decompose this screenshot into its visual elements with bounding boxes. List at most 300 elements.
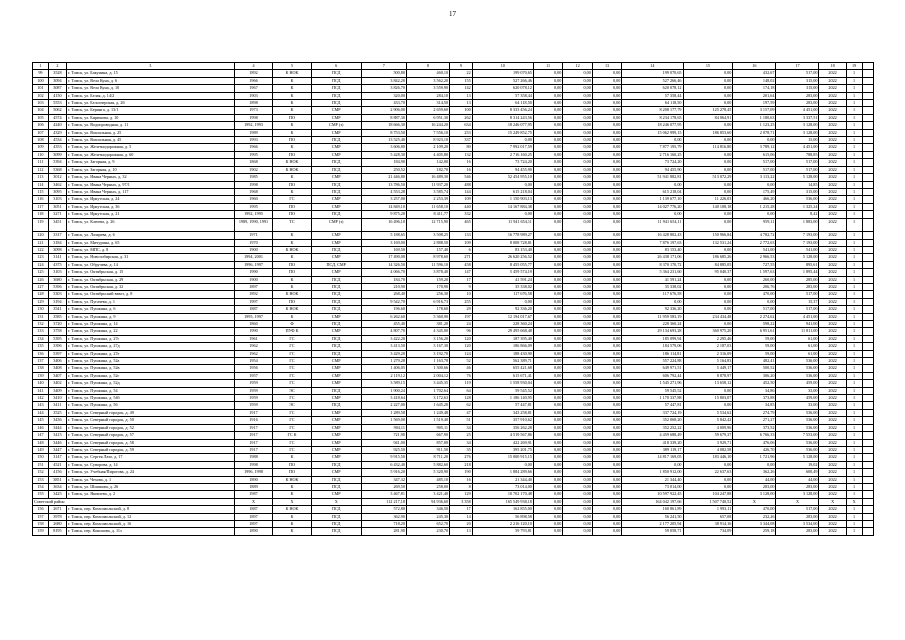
- table-cell: 83 153,40: [622, 246, 683, 253]
- table-cell: 59 793,81: [472, 528, 533, 535]
- table-cell: X: [776, 498, 819, 505]
- table-cell: 59,00: [733, 343, 776, 350]
- table-cell: г. Томск, ул. Октябрьский взвоз, д. 8: [66, 291, 234, 298]
- table-cell: 0,00: [592, 513, 621, 520]
- table-cell: ГС: [273, 358, 312, 365]
- table-cell: 5 882,60: [406, 461, 449, 468]
- table-cell: 1 993,11: [683, 506, 733, 513]
- table-row: [33, 350, 874, 357]
- table-cell: [862, 107, 873, 114]
- table-cell: 0,00: [533, 328, 562, 335]
- table-cell: 152: [33, 469, 49, 476]
- table-cell: 57 447,81: [472, 402, 533, 409]
- table-cell: 115: [33, 188, 49, 195]
- table-cell: 0,00: [683, 276, 733, 283]
- table-cell: 162 855,00: [472, 506, 533, 513]
- table-cell: 734,09: [683, 528, 733, 535]
- table-cell: 0,00: [592, 77, 621, 84]
- table-cell: 0,00: [563, 291, 592, 298]
- table-cell: 174,18: [733, 85, 776, 92]
- table-cell: 3 585,74: [406, 188, 449, 195]
- table-cell: 146: [33, 424, 49, 431]
- table-cell: 104: [33, 107, 49, 114]
- table-cell: 62: [450, 402, 473, 409]
- table-cell: К: [273, 520, 312, 527]
- table-cell: 73 724,20: [622, 159, 683, 166]
- table-cell: 536,00: [776, 365, 819, 372]
- table-cell: К НОК: [273, 166, 312, 173]
- table-cell: 1 215,28: [733, 203, 776, 210]
- table-cell: 0,00: [563, 417, 592, 424]
- table-cell: 727,55: [733, 261, 776, 268]
- table-cell: ПСД: [311, 85, 361, 92]
- table-cell: ПСД: [311, 350, 361, 357]
- table-cell: 0,00: [533, 491, 562, 498]
- table-cell: 6 766,33: [733, 432, 776, 439]
- table-cell: 572,80: [361, 506, 406, 513]
- table-cell: 274,79: [733, 409, 776, 416]
- table-cell: 13: [450, 528, 473, 535]
- table-cell: 3 128,00: [776, 122, 819, 129]
- table-cell: 5303: [48, 291, 66, 298]
- table-cell: 0,00: [563, 159, 592, 166]
- table-cell: 3194: [48, 298, 66, 305]
- table-cell: 2671: [48, 506, 66, 513]
- table-cell: 18 246 077,95: [472, 122, 533, 129]
- table-cell: 1: [846, 269, 862, 276]
- table-cell: 0,00: [592, 343, 621, 350]
- table-cell: 1997: [234, 298, 273, 305]
- table-cell: 186 685,26: [683, 254, 733, 261]
- table-cell: 96: [450, 328, 473, 335]
- table-cell: 59 058,71: [622, 528, 683, 535]
- table-cell: 2022: [819, 92, 846, 99]
- table-cell: 1: [846, 211, 862, 218]
- table-cell: 4 451,00: [776, 107, 819, 114]
- table-cell: СМР: [311, 174, 361, 181]
- table-cell: 615,06: [733, 151, 776, 158]
- table-cell: 1 645,20: [406, 402, 449, 409]
- table-cell: 5395: [48, 335, 66, 342]
- table-cell: 3147: [48, 454, 66, 461]
- table-cell: 0,00: [683, 166, 733, 173]
- table-cell: 460,10: [406, 70, 449, 77]
- table-cell: 0,00: [563, 461, 592, 468]
- table-cell: 8 314 243,56: [472, 114, 533, 121]
- table-cell: 0,00: [533, 114, 562, 121]
- table-cell: 2022: [819, 269, 846, 276]
- table-cell: 283,00: [776, 100, 819, 107]
- table-cell: 721,90: [361, 432, 406, 439]
- table-cell: 1: [846, 446, 862, 453]
- table-cell: 3447: [48, 446, 66, 453]
- table-cell: 3720: [48, 321, 66, 328]
- table-cell: 1868: [234, 159, 273, 166]
- table-cell: 5368: [48, 166, 66, 173]
- table-cell: 0,00: [592, 151, 621, 158]
- table-cell: 34,86: [733, 387, 776, 394]
- table-cell: 0,00: [592, 424, 621, 431]
- table-cell: 1959: [234, 402, 273, 409]
- table-cell: 15 000 915,15: [472, 454, 533, 461]
- table-cell: 3634: [48, 483, 66, 490]
- table-cell: [862, 372, 873, 379]
- table-cell: [862, 358, 873, 365]
- table-cell: г. Томск, ул. Пушкина, д. 56: [66, 402, 234, 409]
- table-cell: СМР: [311, 409, 361, 416]
- table-cell: г. Томск, ул. Вокзальная, д. 45: [66, 137, 234, 144]
- table-cell: 1889: [234, 483, 273, 490]
- table-cell: 3 113,22: [733, 174, 776, 181]
- table-cell: 258,00: [406, 483, 449, 490]
- table-cell: 332: [450, 211, 473, 218]
- table-cell: 24: [450, 321, 473, 328]
- table-cell: 29 134 693,28: [622, 328, 683, 335]
- page-number: 17: [449, 10, 456, 18]
- table-cell: 138: [33, 365, 49, 372]
- table-row: [33, 181, 874, 188]
- table-cell: 0,00: [533, 239, 562, 246]
- table-cell: 2022: [819, 218, 846, 232]
- table-cell: 116: [33, 196, 49, 203]
- table-cell: 190: [450, 469, 473, 476]
- table-cell: К НОК: [273, 476, 312, 483]
- table-row: [33, 424, 874, 431]
- table-cell: 904,11: [361, 424, 406, 431]
- table-cell: 57 447,81: [622, 402, 683, 409]
- table-cell: 16: [733, 63, 776, 70]
- table-cell: 4574: [48, 114, 66, 121]
- table-cell: СМР: [311, 424, 361, 431]
- table-cell: 2022: [819, 513, 846, 520]
- table-cell: 3 156,20: [406, 335, 449, 342]
- table-cell: [862, 92, 873, 99]
- table-cell: 1 279,28: [361, 358, 406, 365]
- table-cell: [862, 85, 873, 92]
- table-row: [33, 365, 874, 372]
- table-cell: 92 336,20: [472, 306, 533, 313]
- table-cell: 941,00: [776, 321, 819, 328]
- table-cell: 121: [33, 239, 49, 246]
- table-cell: 2022: [819, 291, 846, 298]
- table-cell: 127: [33, 283, 49, 290]
- table-cell: 1957: [234, 372, 273, 379]
- table-cell: 0,00: [592, 402, 621, 409]
- table-cell: 0,00: [533, 196, 562, 203]
- table-cell: 459,00: [776, 380, 819, 387]
- table-cell: 1902: [234, 166, 273, 173]
- table-cell: 2022: [819, 446, 846, 453]
- table-cell: 84 064,91: [683, 114, 733, 121]
- table-cell: 1: [846, 122, 862, 129]
- table-cell: ПО: [273, 469, 312, 476]
- table-cell: ПУФ К: [273, 328, 312, 335]
- table-row: [33, 77, 874, 84]
- table-cell: г. Томск, ул. Северный городок, д. 59: [66, 446, 234, 453]
- table-cell: 155: [33, 491, 49, 498]
- table-cell: 3141: [48, 254, 66, 261]
- table-row: [33, 137, 874, 144]
- table-cell: 145: [33, 417, 49, 424]
- table-cell: 0,00: [533, 528, 562, 535]
- table-cell: 0,00: [472, 211, 533, 218]
- table-cell: 141: [33, 387, 49, 394]
- table-cell: 184 579,06: [622, 343, 683, 350]
- data-table: [32, 62, 874, 536]
- table-cell: 470,00: [733, 291, 776, 298]
- table-cell: 615 218,04: [472, 188, 533, 195]
- table-cell: 536,00: [776, 439, 819, 446]
- table-cell: 34: [450, 439, 473, 446]
- table-cell: 0,00: [683, 306, 733, 313]
- table-cell: 283,00: [776, 483, 819, 490]
- table-cell: г. Томск, ул. Ивана Черных, д. 117: [66, 188, 234, 195]
- table-cell: 139: [33, 372, 49, 379]
- table-cell: СМР: [311, 107, 361, 114]
- table-cell: 0,00: [563, 196, 592, 203]
- table-cell: 35: [450, 446, 473, 453]
- table-cell: 0,00: [563, 498, 592, 505]
- table-cell: 500,80: [361, 70, 406, 77]
- table-cell: 7 876 197,63: [622, 239, 683, 246]
- table-cell: К: [273, 107, 312, 114]
- table-cell: 0,00: [533, 151, 562, 158]
- table-cell: ПО: [273, 114, 312, 121]
- table-cell: 1989: [234, 129, 273, 136]
- table-cell: 114 816,80: [683, 144, 733, 151]
- header-row: [33, 63, 874, 70]
- table-cell: [862, 335, 873, 342]
- table-cell: 11 941 654,11: [622, 218, 683, 232]
- table-cell: СМР (з): [311, 122, 361, 129]
- table-cell: 1962: [234, 343, 273, 350]
- table-cell: 133: [450, 232, 473, 239]
- table-cell: 1860: [234, 321, 273, 328]
- table-cell: 3 534,00: [776, 520, 819, 527]
- table-cell: 1 186 140,95: [472, 395, 533, 402]
- table-cell: г. Томск, ул. Новосибирская, д. 31: [66, 254, 234, 261]
- table-cell: 1: [846, 276, 862, 283]
- table-cell: 122: [33, 246, 49, 253]
- table-cell: 124: [450, 350, 473, 357]
- table-cell: 541,00: [776, 246, 819, 253]
- table-cell: 2022: [819, 528, 846, 535]
- table-cell: г. Томск, ул. Беринга, д. 13/1: [66, 107, 234, 114]
- table-cell: 2022: [819, 328, 846, 335]
- table-cell: 0,00: [592, 174, 621, 181]
- table-cell: 5 164,83: [683, 358, 733, 365]
- table-cell: 465: [450, 218, 473, 232]
- table-cell: 0,00: [563, 203, 592, 210]
- table-cell: 320,00: [361, 92, 406, 99]
- table-cell: 1: [846, 343, 862, 350]
- table-cell: 1 163,78: [406, 358, 449, 365]
- table-cell: 0,00: [563, 181, 592, 188]
- table-cell: 0,00: [592, 313, 621, 320]
- table-cell: 17: [450, 276, 473, 283]
- table-cell: 111: [33, 159, 49, 166]
- table-cell: 1: [846, 439, 862, 446]
- table-cell: ГС: [273, 343, 312, 350]
- table-cell: 61,00: [776, 350, 819, 357]
- table-cell: [862, 513, 873, 520]
- table-cell: 1917: [234, 409, 273, 416]
- table-cell: 517,00: [733, 306, 776, 313]
- table-row: [33, 218, 874, 232]
- table-cell: г. Томск, ул. Учебная/Пирогова, д. 24: [66, 469, 234, 476]
- table-cell: 3406: [48, 358, 66, 365]
- table-cell: К: [273, 232, 312, 239]
- table-cell: 0,00: [592, 380, 621, 387]
- table-cell: 1: [846, 395, 862, 402]
- table-cell: 3 358: [450, 498, 473, 505]
- table-cell: 1903: [234, 92, 273, 99]
- table-cell: 11: [533, 63, 562, 70]
- table-cell: 157,40: [406, 246, 449, 253]
- table-cell: 517,00: [776, 306, 819, 313]
- table-cell: 634: [450, 122, 473, 129]
- table-cell: 0,00: [592, 239, 621, 246]
- table-cell: г. Томск, пер. Комсомольский, д. 8: [66, 506, 234, 513]
- table-cell: 4156: [48, 469, 66, 476]
- table-cell: 1: [846, 469, 862, 476]
- table-cell: 6 951,30: [406, 114, 449, 121]
- table-cell: 0,00: [592, 246, 621, 253]
- table-cell: К: [273, 483, 312, 490]
- table-cell: ПСД: [311, 181, 361, 188]
- table-cell: 245,30: [406, 513, 449, 520]
- table-row: [33, 395, 874, 402]
- table-cell: 657,08: [683, 513, 733, 520]
- table-cell: 14: [622, 63, 683, 70]
- table-cell: [862, 218, 873, 232]
- table-cell: 132: [33, 321, 49, 328]
- table-cell: 2022: [819, 85, 846, 92]
- table-cell: [862, 100, 873, 107]
- table-cell: 0,00: [592, 372, 621, 379]
- table-cell: [862, 254, 873, 261]
- table-cell: 187 395,40: [472, 335, 533, 342]
- table-cell: 1: [846, 402, 862, 409]
- table-cell: 94 455,90: [622, 166, 683, 173]
- table-cell: 104 247,88: [683, 491, 733, 498]
- table-cell: [862, 461, 873, 468]
- table-cell: 1 170 337,88: [622, 395, 683, 402]
- table-cell: 2 078,71: [733, 129, 776, 136]
- table-cell: 159: [33, 528, 49, 535]
- table-cell: 0,00: [683, 159, 733, 166]
- table-cell: 148: [33, 439, 49, 446]
- table-cell: 0,00: [563, 358, 592, 365]
- table-cell: X: [819, 498, 846, 505]
- table-cell: 5 364 231,60: [622, 269, 683, 276]
- table-cell: 0,00: [563, 239, 592, 246]
- table-cell: г. Томск, ул. Ивана Черных, д. 32: [66, 174, 234, 181]
- table-cell: 8 234 178,65: [622, 114, 683, 121]
- table-cell: 1: [846, 387, 862, 394]
- table-cell: [862, 114, 873, 121]
- table-cell: 100: [450, 107, 473, 114]
- table-cell: г. Томск, ул. Пушкина, д. 27е: [66, 350, 234, 357]
- table-cell: 18 246 077,95: [622, 122, 683, 129]
- table-cell: 29 495 668,48: [472, 328, 533, 335]
- table-cell: 12 715,90: [406, 218, 449, 232]
- table-cell: г. Томск, ул. Северный городок, д. 50: [66, 417, 234, 424]
- table-cell: 95 040,37: [683, 269, 733, 276]
- table-cell: 52 454 955,10: [472, 174, 533, 181]
- table-cell: 1 180,63: [733, 114, 776, 121]
- table-cell: 649 971,51: [622, 365, 683, 372]
- table-cell: 133: [33, 328, 49, 335]
- table-cell: 517,00: [733, 166, 776, 173]
- table-cell: 4353: [48, 144, 66, 151]
- table-cell: 0,00: [683, 211, 733, 218]
- table-cell: 8: [406, 63, 449, 70]
- table-cell: 0,00: [533, 520, 562, 527]
- table-cell: 125 278,45: [683, 107, 733, 114]
- table-cell: 142,00: [406, 159, 449, 166]
- table-cell: [862, 232, 873, 239]
- table-cell: 1: [846, 181, 862, 188]
- table-cell: г. Томск, ул. Пугачева, д. 1: [66, 298, 234, 305]
- table-cell: К: [273, 313, 312, 320]
- table-cell: 1: [846, 372, 862, 379]
- table-cell: 46: [450, 365, 473, 372]
- table-cell: 3407: [48, 372, 66, 379]
- table-cell: [862, 321, 873, 328]
- table-cell: г. Томск, ул. Бирюкова, д. 10: [66, 114, 234, 121]
- table-cell: 3 337,51: [776, 114, 819, 121]
- table-cell: 59 679,37: [683, 432, 733, 439]
- table-cell: 426,70: [733, 446, 776, 453]
- table-cell: 1: [846, 306, 862, 313]
- table-cell: 5553: [48, 100, 66, 107]
- table-cell: г. Томск, ул. Загорная, д. 9: [66, 159, 234, 166]
- table-cell: 1: [846, 506, 862, 513]
- table-cell: 606 792,44: [622, 372, 683, 379]
- table-cell: 281,90: [361, 528, 406, 535]
- table-cell: 5397: [48, 350, 66, 357]
- table-cell: 1: [846, 513, 862, 520]
- table-cell: 1993: [234, 137, 273, 144]
- table-cell: 422 269,91: [472, 439, 533, 446]
- table-cell: К НОК: [273, 306, 312, 313]
- table-cell: 0,00: [563, 328, 592, 335]
- table-cell: 0,00: [533, 498, 562, 505]
- table-cell: 199 070,65: [622, 70, 683, 77]
- table-cell: 466,20: [733, 196, 776, 203]
- table-cell: 2 187,03: [683, 343, 733, 350]
- table-cell: [862, 469, 873, 476]
- table-cell: [862, 70, 873, 77]
- table-cell: 1956: [234, 365, 273, 372]
- table-cell: 2: [48, 63, 66, 70]
- table-cell: 16 244,20: [406, 122, 449, 129]
- table-cell: 26 620 256,52: [472, 254, 533, 261]
- table-cell: 0,00: [592, 218, 621, 232]
- table-cell: [862, 239, 873, 246]
- table-cell: 2022: [819, 298, 846, 305]
- table-cell: СМР: [311, 380, 361, 387]
- table-cell: 3094: [48, 77, 66, 84]
- table-cell: 3 842,20: [361, 77, 406, 84]
- table-cell: 0,00: [592, 365, 621, 372]
- table-cell: СМР: [311, 203, 361, 210]
- table-cell: К: [273, 188, 312, 195]
- table-cell: 234 434,48: [683, 313, 733, 320]
- table-cell: 2 716 160,25: [622, 151, 683, 158]
- table-cell: 18: [819, 63, 846, 70]
